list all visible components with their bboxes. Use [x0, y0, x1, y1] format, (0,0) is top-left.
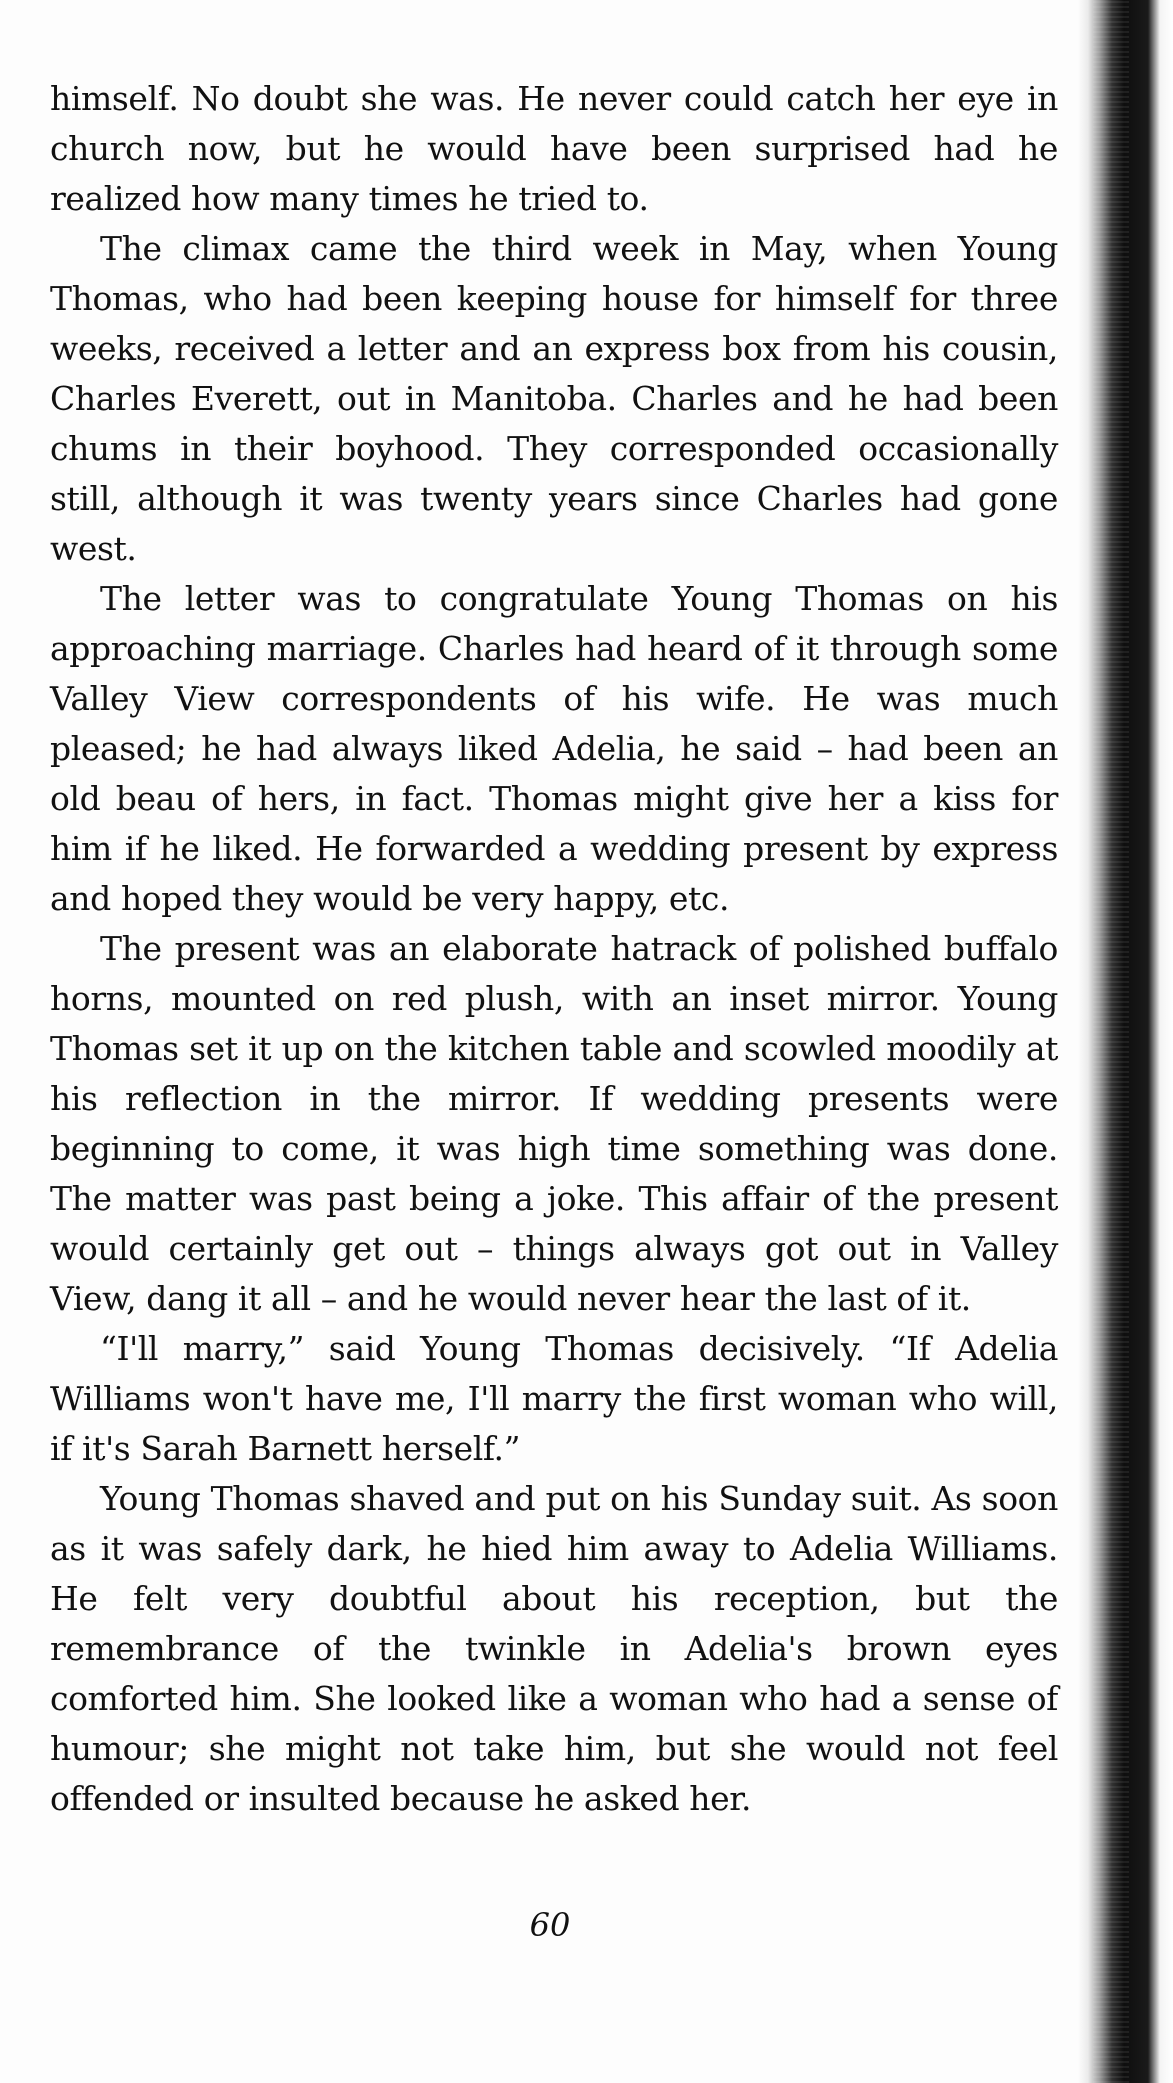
- gutter-scan-noise: [1093, 0, 1129, 2083]
- page-number: 60: [529, 1906, 571, 1944]
- paragraph: “I'll marry,” said Young Thomas decisively. “If Adelia Williams won't have me, I'll marry the first woman who will, if it's Sarah Barnett herself.”: [50, 1329, 1058, 1468]
- paragraph: Young Thomas shaved and put on his Sunday suit. As soon as it was safely dark, he hied him away to Adelia Williams. He felt very doubtful about his reception, but the remembrance of the twinkle in Adelia's brown eyes comforted him. She looked like a woman who had a sense of humour; she might not take him, but she would not feel offended or insulted because he asked her.: [50, 1479, 1058, 1818]
- paragraph: The climax came the third week in May, when Young Thomas, who had been keeping house for himself for three weeks, received a letter and an express box from his cousin, Charles Everett, out in Manitoba. Charles and he had been chums in their boyhood. They corresponded occasionally still, although it was twenty years since Charles had gone west.: [50, 229, 1058, 568]
- body-text: [50, 74, 1058, 1824]
- paragraph: The letter was to congratulate Young Thomas on his approaching marriage. Charles had heard of it through some Valley View correspondents of his wife. He was much pleased; he had always liked Adelia, he said – had been an old beau of hers, in fact. Thomas might give her a kiss for him if he liked. He forwarded a wedding present by express and hoped they would be very happy, etc.: [50, 579, 1058, 918]
- paragraph: himself. No doubt she was. He never could catch her eye in church now, but he would have been surprised had he realized how many times he tried to.: [50, 79, 1058, 218]
- paragraph: The present was an elaborate hatrack of polished buffalo horns, mounted on red plush, with an inset mirror. Young Thomas set it up on the kitchen table and scowled moodily at his reflection in the mirror. If wedding presents were beginning to come, it was high time something was done. The matter was past being a joke. This affair of the present would certainly get out – things always got out in Valley View, dang it all – and he would never hear the last of it.: [50, 929, 1058, 1318]
